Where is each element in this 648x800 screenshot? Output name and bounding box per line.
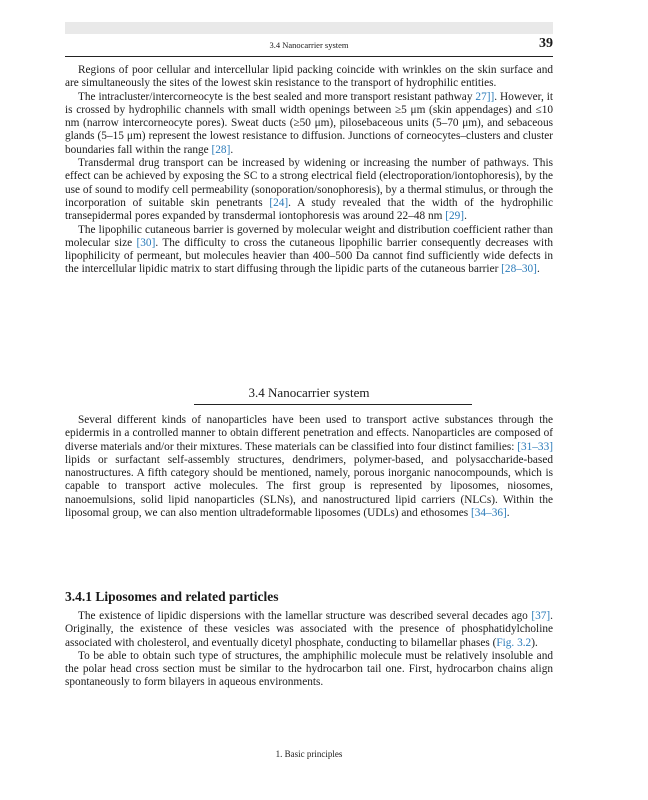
paragraph bbox=[65, 224, 553, 277]
section-title-rule bbox=[194, 404, 472, 405]
citation-link[interactable]: [37] bbox=[531, 610, 551, 622]
citation-link[interactable]: [24] bbox=[269, 196, 289, 209]
citation-link[interactable]: [28] bbox=[211, 143, 231, 156]
citation-link[interactable]: 27]] bbox=[475, 90, 495, 103]
text-run: Several different kinds of nanoparticles have been used to transport active substances through the epidermis in a controlled manner to obtain different penetration and effects. Nanoparticles are composed of diverse materials and/or their mixtures. These materials can be classified into four distinct families: bbox=[65, 414, 553, 453]
body-text-middle bbox=[65, 414, 553, 520]
section-title: 3.4 Nanocarrier system bbox=[248, 385, 370, 400]
paragraph bbox=[65, 414, 553, 520]
text-run: Regions of poor cellular and intercellular lipid packing coincide with wrinkles on the skin surface and are simultaneously the sites of the lowest skin resistance to the transport of hydrophilic entities. bbox=[65, 64, 553, 90]
text-run: Transdermal drug transport can be increased by widening or increasing the number of pathways. This effect can be achieved by exposing the SC to a strong electrical field (electroporation/iontophoresis), by the use of sound to modify cell permeability (sonoporation/sonophoresis), by a thermal stimulus, or through the incorporation of suitable skin penetrants bbox=[65, 157, 553, 209]
paragraph bbox=[65, 650, 553, 690]
text-run: . bbox=[464, 210, 467, 223]
text-run: . bbox=[506, 507, 510, 520]
text-run: The intracluster/intercorneocyte is the best sealed and more transport resistant pathway bbox=[78, 90, 476, 103]
page-number: 39 bbox=[539, 36, 553, 51]
paragraph bbox=[65, 157, 553, 223]
page-footer: 1. Basic principles bbox=[275, 749, 343, 759]
paragraph bbox=[65, 91, 553, 157]
citation-link[interactable]: [30] bbox=[136, 236, 156, 249]
text-run: The existence of lipidic dispersions with the lamellar structure was described several decades ago bbox=[78, 610, 532, 622]
text-run: lipids or surfactant self-assembly structures, dendrimers, polymer-based, and polysaccharide-based nanostructures. A fifth category should be mentioned, namely, porous inorganic nanocompounds, which is capable to transport active molecules. The first group is represented by liposomes, niosomes, nanoemulsions, solid lipid nanoparticles (SLNs), and nanostructured lipid carriers (NLCs). Within the liposomal group, we can also mention ultradeformable liposomes (UDLs) and ethosomes bbox=[65, 453, 553, 520]
header-rule bbox=[65, 56, 553, 57]
text-run: ). bbox=[531, 636, 538, 649]
text-run: The lipophilic cutaneous barrier is governed by molecular weight and distribution coefficient rather than molecular size bbox=[65, 223, 553, 249]
text-run: . Originally, the existence of these vesicles was associated with the presence of phosphatidylcholine associated with cholesterol, and eventually dicetyl phosphate, conducting to bilamellar phases ( bbox=[65, 610, 553, 649]
top-gray-bar bbox=[65, 22, 553, 34]
body-text-bottom bbox=[65, 610, 553, 690]
text-run: . bbox=[230, 143, 234, 156]
paragraph bbox=[65, 64, 553, 91]
text-run: . bbox=[536, 263, 540, 276]
body-text-top bbox=[65, 64, 553, 277]
citation-link[interactable]: [34–36] bbox=[470, 507, 507, 520]
text-run: . A study revealed that the width of the hydrophilic transepidermal pores expanded by transdermal iontophoresis was around 22–48 nm bbox=[65, 196, 553, 223]
subsection-title: 3.4.1 Liposomes and related particles bbox=[65, 589, 279, 604]
citation-link[interactable]: Fig. 3.2 bbox=[496, 636, 532, 649]
citation-link[interactable]: [28–30] bbox=[501, 263, 537, 276]
running-header: 3.4 Nanocarrier system bbox=[269, 40, 349, 50]
citation-link[interactable]: [31–33] bbox=[517, 440, 553, 453]
text-run: . However, it is crossed by hydrophilic channels with small width openings between ≥5 μm (skin appendages) and ≤10 nm (narrow intercorneocyte pores). Sweat ducts (≥50 μm), pilosebaceous units (5–70 μm), and sebaceous glands (5–15 μm) represent the lowest resistance to diffusion. Junctions of corneocytes–clusters and cluster boundaries fall within the range bbox=[65, 90, 553, 156]
paragraph bbox=[65, 610, 553, 650]
text-run: . The difficulty to cross the cutaneous lipophilic barrier consequently decreases with lipophilicity of permeant, but molecules heavier than 400–500 Da cannot find sufficiently wide defects in the intercellular lipidic matrix to start diffusing through the lipidic parts of the cutaneous barrier bbox=[65, 236, 553, 276]
citation-link[interactable]: [29] bbox=[445, 210, 465, 223]
text-run: To be able to obtain such type of structures, the amphiphilic molecule must be relatively insoluble and the polar head cross section must be similar to the hydrocarbon tail one. First, hydrocarbon chains align spontaneously to form bilayers in aqueous environments. bbox=[65, 649, 553, 689]
